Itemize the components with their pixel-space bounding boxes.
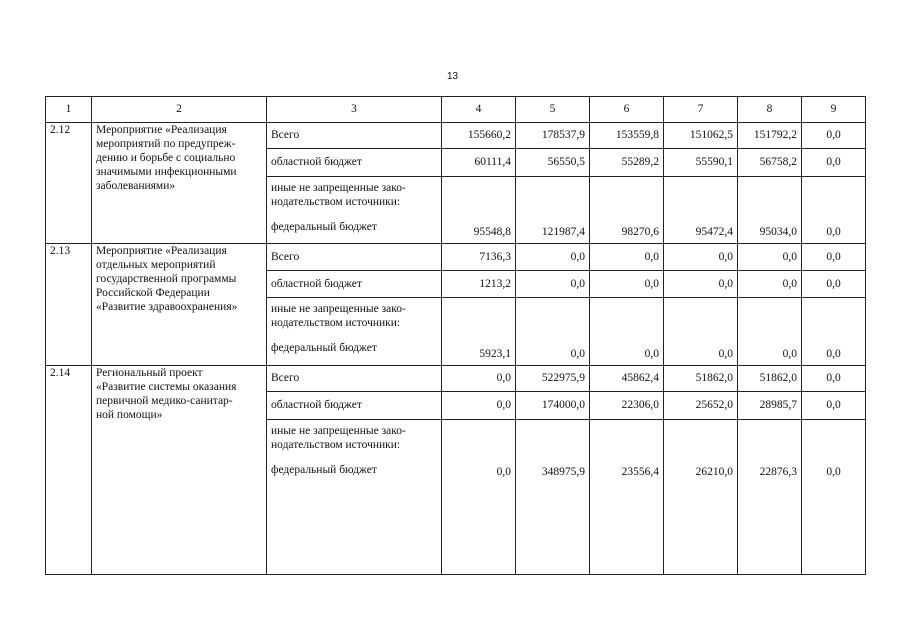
source-label [267,419,442,574]
value-cell: 22876,3 [738,419,802,574]
value-cell: 0,0 [802,244,866,271]
table-row [46,365,866,392]
value-cell: 348975,9 [516,419,590,574]
item-name-line: Российской Федерации [96,287,210,300]
value-cell: 0,0 [738,244,802,271]
header-cell: 6 [590,97,664,123]
value-cell: 0,0 [442,392,516,420]
value-cell: 56758,2 [738,149,802,177]
value-cell: 0,0 [802,419,866,574]
value-cell: 55590,1 [664,149,738,177]
value-cell: 56550,5 [516,149,590,177]
value-cell: 28985,7 [738,392,802,420]
value-cell: 151062,5 [664,122,738,149]
budget-table [45,96,866,575]
source-label: Всего [267,122,442,149]
item-name [92,244,267,366]
source-label: областной бюджет [267,392,442,420]
header-row [46,97,866,123]
federal-budget-label: федеральный бюджет [271,463,377,476]
value-cell: 5923,1 [442,298,516,365]
federal-budget-label: федеральный бюджет [271,342,377,355]
source-label-line: нодательством источники: [271,317,401,330]
source-label: областной бюджет [267,270,442,298]
source-label: Всего [267,244,442,271]
value-cell: 155660,2 [442,122,516,149]
source-label-line: нодательством источники: [271,438,401,451]
source-label [267,176,442,243]
value-cell: 26210,0 [664,419,738,574]
header-cell: 3 [267,97,442,123]
value-cell: 153559,8 [590,122,664,149]
value-cell: 0,0 [664,244,738,271]
item-name [92,365,267,574]
table-row [46,122,866,149]
source-label-line: иные не запрещенные зако- [271,424,406,437]
value-cell: 60111,4 [442,149,516,177]
item-name-line: «Развитие здравоохранения» [96,301,238,314]
value-cell: 51862,0 [738,365,802,392]
value-cell: 45862,4 [590,365,664,392]
source-label: областной бюджет [267,149,442,177]
value-cell: 178537,9 [516,122,590,149]
source-label-line: нодательством источники: [271,195,401,208]
value-cell: 0,0 [802,122,866,149]
header-cell: 7 [664,97,738,123]
value-cell: 0,0 [516,298,590,365]
value-cell: 174000,0 [516,392,590,420]
value-cell: 23556,4 [590,419,664,574]
header-cell: 2 [92,97,267,123]
item-name-line: отдельных мероприятий [96,259,216,272]
value-cell: 151792,2 [738,122,802,149]
header-cell: 5 [516,97,590,123]
source-label [267,298,442,365]
value-cell: 22306,0 [590,392,664,420]
page-number: 13 [446,71,459,82]
value-cell: 0,0 [802,365,866,392]
header-cell: 8 [738,97,802,123]
value-cell: 0,0 [590,270,664,298]
header-cell: 9 [802,97,866,123]
value-cell: 25652,0 [664,392,738,420]
item-name-line: ной помощи» [96,408,163,421]
value-cell: 121987,4 [516,176,590,243]
value-cell: 0,0 [442,365,516,392]
federal-budget-label: федеральный бюджет [271,220,377,233]
value-cell: 0,0 [802,176,866,243]
value-cell: 55289,2 [590,149,664,177]
value-cell: 0,0 [516,244,590,271]
value-cell: 0,0 [442,419,516,574]
item-name-line: Мероприятие «Реализация [96,123,227,136]
value-cell: 1213,2 [442,270,516,298]
value-cell: 51862,0 [664,365,738,392]
value-cell: 0,0 [516,270,590,298]
value-cell: 0,0 [664,298,738,365]
item-number: 2.14 [46,365,92,574]
value-cell: 0,0 [738,270,802,298]
header-cell: 1 [46,97,92,123]
value-cell: 98270,6 [590,176,664,243]
value-cell: 95548,8 [442,176,516,243]
item-name-line: «Развитие системы оказания [96,380,237,393]
header-cell: 4 [442,97,516,123]
item-name-line: значимыми инфекционными [96,165,237,178]
item-name-line: государственной программы [96,273,237,286]
value-cell: 0,0 [590,244,664,271]
value-cell: 7136,3 [442,244,516,271]
value-cell: 0,0 [802,392,866,420]
item-number: 2.13 [46,244,92,366]
value-cell: 0,0 [802,298,866,365]
item-name [92,122,267,244]
value-cell: 0,0 [738,298,802,365]
item-name-line: дению и борьбе с социально [96,151,236,164]
source-label: Всего [267,365,442,392]
item-name-line: первичной медико-санитар- [96,394,233,407]
value-cell: 95472,4 [664,176,738,243]
value-cell: 0,0 [590,298,664,365]
item-name-line: Мероприятие «Реализация [96,245,227,258]
value-cell: 0,0 [802,270,866,298]
item-name-line: мероприятий по предупреж- [96,137,236,150]
source-label-line: иные не запрещенные зако- [271,181,406,194]
item-number: 2.12 [46,122,92,244]
value-cell: 95034,0 [738,176,802,243]
item-name-line: заболеваниями» [96,179,176,192]
value-cell: 522975,9 [516,365,590,392]
value-cell: 0,0 [802,149,866,177]
value-cell: 0,0 [664,270,738,298]
source-label-line: иные не запрещенные зако- [271,303,406,316]
item-name-line: Региональный проект [96,366,203,379]
table-row [46,244,866,271]
